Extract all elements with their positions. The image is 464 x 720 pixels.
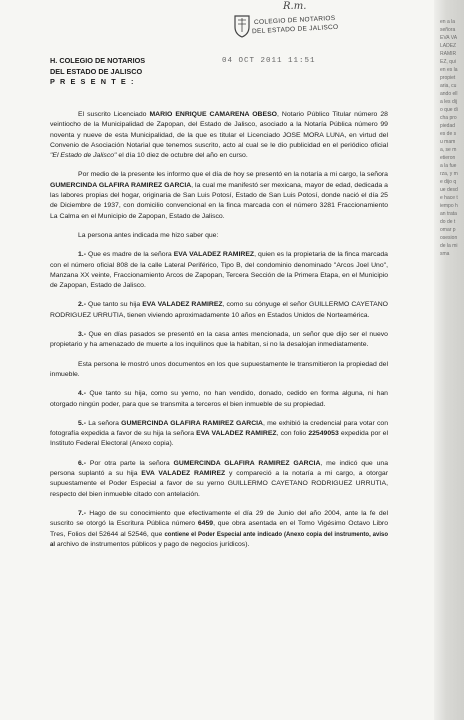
paragraph-statement-intro: La persona antes indicada me hizo saber que: [78, 231, 219, 239]
addressee-salutation: P R E S E N T E : [50, 77, 136, 86]
list-item-7: 7.- Hago de su conocimiento que efectivamente el día 29 de Junio del año 2004, ante la fe del suscrito se otorgó la Escritura Pública número 6459, que obra asentada en el Tomo Vigésimo Octavo Libro Tres, Folios del 52644 al 52546, que contiene el Poder Especial ante indicado (Anexo copia del instrumento, aviso al archivo de instrumentos públicos y pago de negocios jurídicos). [50, 509, 388, 548]
client-name: GUMERCINDA GLAFIRA RAMIREZ GARCIA [50, 181, 192, 189]
stamp-line-2: DEL ESTADO DE JALISCO [251, 23, 339, 36]
addressee-line-2: DEL ESTADO DE JALISCO [50, 66, 143, 76]
adjacent-page-edge [434, 0, 464, 720]
list-item-2: 2.- Que tanto su hija EVA VALADEZ RAMIREZ, como su cónyuge el señor GUILLERMO CAYETANO RODRIGUEZ URRUTIA, tienen viviendo aproximadamente 10 años en Estados Unidos de Norteamérica. [50, 301, 388, 319]
adjacent-page-text: en a la señora EVA VALADEZ RAMIREZ, quien es la propietaria, cuando ella les dijo que dicha propiedad es de su mama, se metieron a la fuerza, y me dijo que desde hace tiempo han tratado de tomar posesion de la misma [440, 19, 458, 257]
list-item-4: 4.- Que tanto su hija, como su yerno, no han vendido, donado, cedido en forma alguna, ni han otorgado ningún poder, para que se transmita a terceros el bien inmueble de su propiedad. [50, 390, 388, 408]
paragraph-appearance: Por medio de la presente les informo que el día de hoy se presentó en la notaría a mi cargo, la señora GUMERCINDA GLAFIRA RAMIREZ GARCIA, la cual me manifestó ser mexicana, mayor de edad, dedicada a las labores propias del hogar, originaria de San Luis Potosí, Estado de San Luis Potosí, donde nació el día 25 de Diciembre de 1937, con domicilio convencional en la finca marcada con el número 3281 Fraccionamiento La Calma en el Municipio de Zapopan, Estado de Jalisco. [50, 171, 388, 220]
reception-stamp [232, 12, 339, 46]
list-item-1: 1.- Que es madre de la señora EVA VALADEZ RAMIREZ, quien es la propietaria de la finca marcada con el número oficial 808 de la calle Lateral Periférico, Tipo B, del condominio denominado "Arcos Joel Uno", Manzana XX veinte, Fraccionamiento Arcos de Zapopan, Tercera Sección de la Primera Etapa, en el Municipio de Zapopan, Estado de Jalisco. [50, 251, 388, 290]
list-item-5: 5.- La señora GUMERCINDA GLAFIRA RAMIREZ GARCIA, me exhibió la credencial para votar con fotografía expedida a favor de su hija la señora EVA VALADEZ RAMIREZ, con folio 22549053 expedida por el Instituto Federal Electoral (Anexo copia). [50, 419, 389, 448]
coat-of-arms-icon [232, 14, 252, 38]
paragraph-documents: Esta persona le mostró unos documentos en los que supuestamente le transmitieron la propiedad del inmueble. [50, 360, 388, 378]
list-item-6: 6.- Por otra parte la señora GUMERCINDA GLAFIRA RAMIREZ GARCIA, me indicó que una persona suplantó a su hija EVA VALADEZ RAMIREZ y compareció a la notaría a mi cargo, a otorgar supuestamente el Poder Especial a favor de su yerno GUILLERMO CAYETANO RODRIGUEZ URRUTIA, respecto del bien inmueble citado con antelación. [50, 459, 389, 498]
list-item-3: 3.- Que en días pasados se presentó en la casa antes mencionada, un señor que dijo ser el nuevo propietario y ha amenazado de muerte a los inquilinos que la habitan, si no la desalojan inmediatamente. [50, 331, 388, 349]
received-date-stamp: 04 OCT 2011 11:51 [222, 57, 316, 65]
notary-name: MARIO ENRIQUE CAMARENA OBESO [149, 111, 277, 118]
letter-body [50, 110, 388, 559]
paragraph-intro: El suscrito Licenciado MARIO ENRIQUE CAMARENA OBESO, Notario Público Titular número 28 veintiocho de la Municipalidad de Zapopan, del Estado de Jalisco, asociado a la Notaría Pública número 99 noventa y nueve de esta Municipalidad, de la que es titular el Licenciado JOSE MORA LUNA, en virtud del Convenio de Asociación Notarial que tenemos suscrito, acto al cual se le dio publicidad en el periódico oficial "El Estado de Jalisco" el día 10 diez de octubre del año en curso. [50, 111, 388, 160]
addressee-line-1: H. COLEGIO DE NOTARIOS [50, 56, 146, 65]
stamp-line-1: COLEGIO DE NOTARIOS [253, 14, 336, 27]
handwritten-initials: R.m. [283, 1, 307, 12]
addressee-block [50, 56, 145, 88]
